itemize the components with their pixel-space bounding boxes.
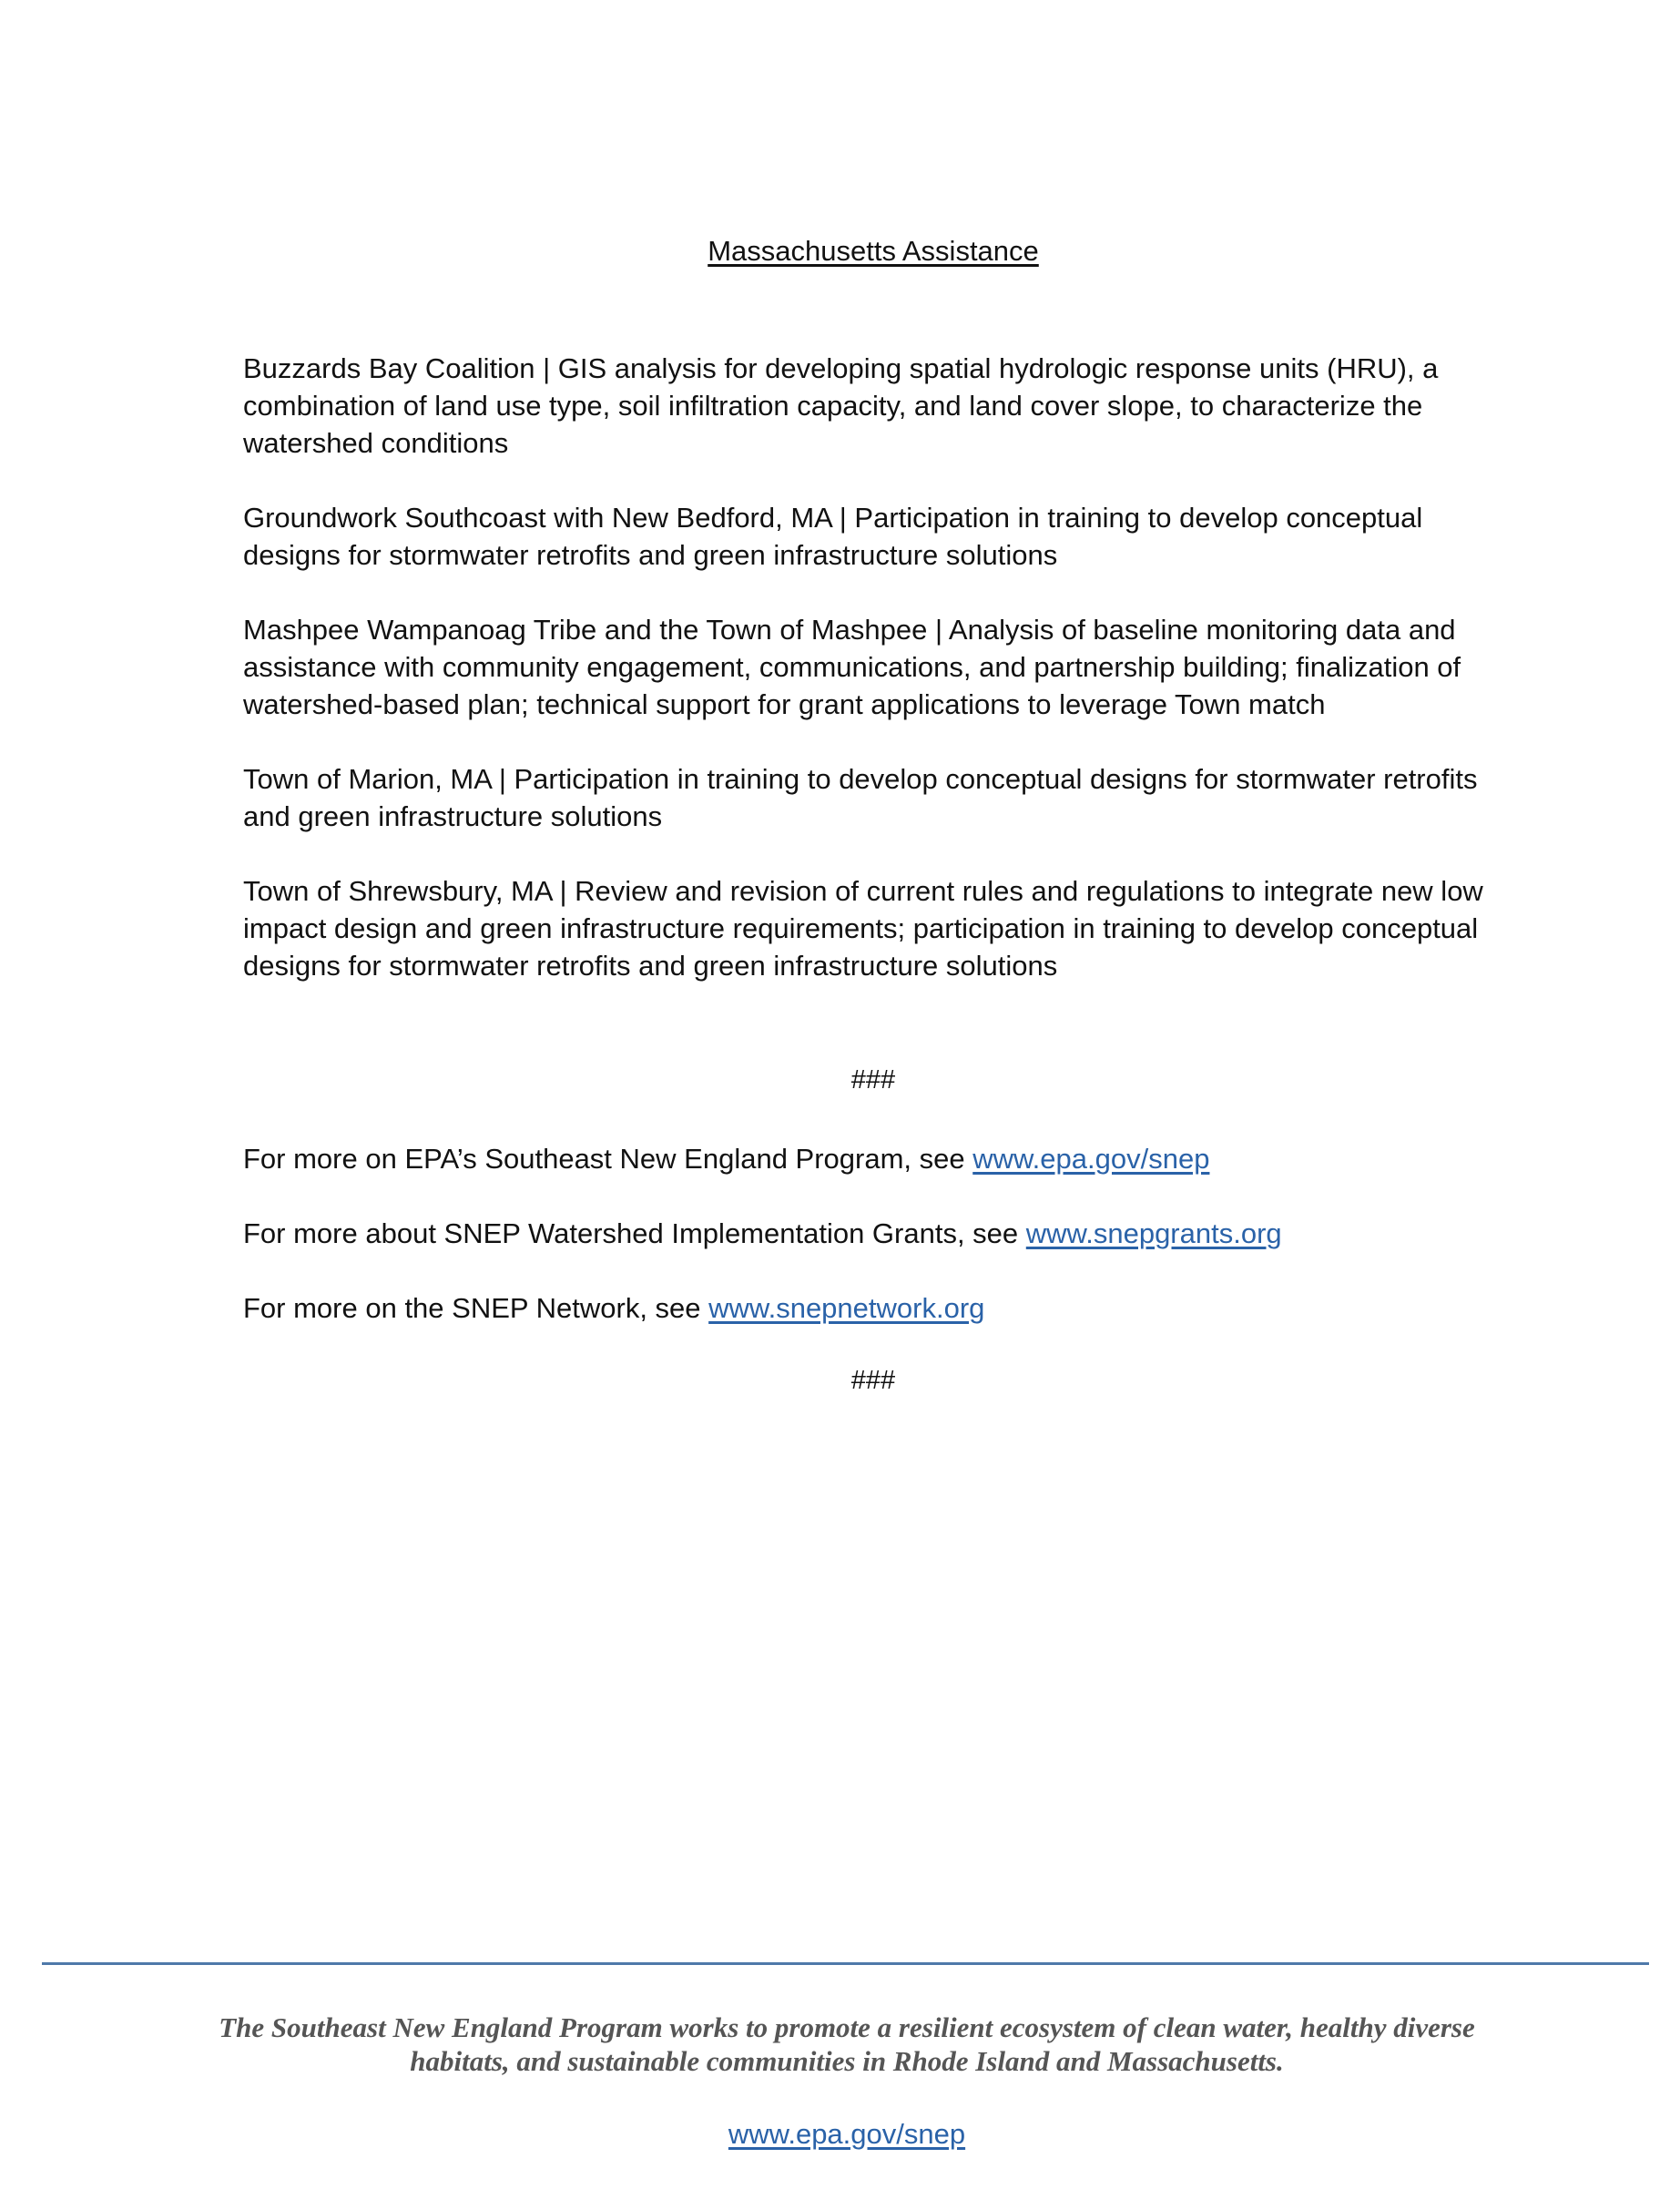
more-info-line-network: [243, 1289, 1500, 1327]
assistance-entry-mashpee: Mashpee Wampanoag Tribe and the Town of Mashpee | Analysis of baseline monitoring data and assistance with community engagement, communications, and partnership building; finalization of watershed-based plan; technical support for grant applications to leverage Town match: [243, 614, 1461, 720]
page-title: Massachusetts Assistance: [708, 235, 1039, 267]
footer-divider: [42, 1962, 1649, 1965]
section-separator: ###: [850, 1366, 896, 1395]
assistance-entry-shrewsbury: Town of Shrewsbury, MA | Review and revision of current rules and regulations to integrate new low impact design and green infrastructure requirements; participation in training to develop conceptual designs for stormwater retrofits and green infrastructure solutions: [243, 875, 1483, 982]
assistance-entry-buzzards-bay: Buzzards Bay Coalition | GIS analysis for developing spatial hydrologic response units (HRU), a combination of land use type, soil infiltration capacity, and land cover slope, to characterize the watershed conditions: [243, 352, 1439, 459]
assistance-list: [243, 350, 1500, 984]
footer-snep-link[interactable]: www.epa.gov/snep: [728, 2118, 966, 2150]
footer-link-row: [0, 2118, 1680, 2151]
more-info-line-snep: [243, 1140, 1500, 1177]
footer-mission-statement: [0, 2011, 1680, 2078]
assistance-entry-groundwork-southcoast: Groundwork Southcoast with New Bedford, MA | Participation in training to develop conceptual designs for stormwater retrofits and green infrastructure solutions: [243, 502, 1423, 571]
more-info-links: [243, 1140, 1500, 1327]
snep-grants-link[interactable]: www.snepgrants.org: [1025, 1217, 1282, 1249]
more-info-text: For more about SNEP Watershed Implementation Grants, see: [243, 1217, 1026, 1249]
footer-mission-line: The Southeast New England Program works to promote a resilient ecosystem of clean water, healthy diverse: [219, 2011, 1475, 2043]
more-info-text: For more on the SNEP Network, see: [243, 1292, 709, 1324]
assistance-entry-marion: Town of Marion, MA | Participation in training to develop conceptual designs for stormwater retrofits and green infrastructure solutions: [243, 763, 1478, 832]
section-separator: ###: [850, 1065, 896, 1094]
footer-mission-line: habitats, and sustainable communities in Rhode Island and Massachusetts.: [410, 2045, 1284, 2077]
more-info-text: For more on EPA’s Southeast New England Program, see: [243, 1143, 973, 1175]
snep-link[interactable]: www.epa.gov/snep: [972, 1143, 1210, 1175]
snep-network-link[interactable]: www.snepnetwork.org: [708, 1292, 985, 1324]
more-info-line-grants: [243, 1215, 1500, 1252]
